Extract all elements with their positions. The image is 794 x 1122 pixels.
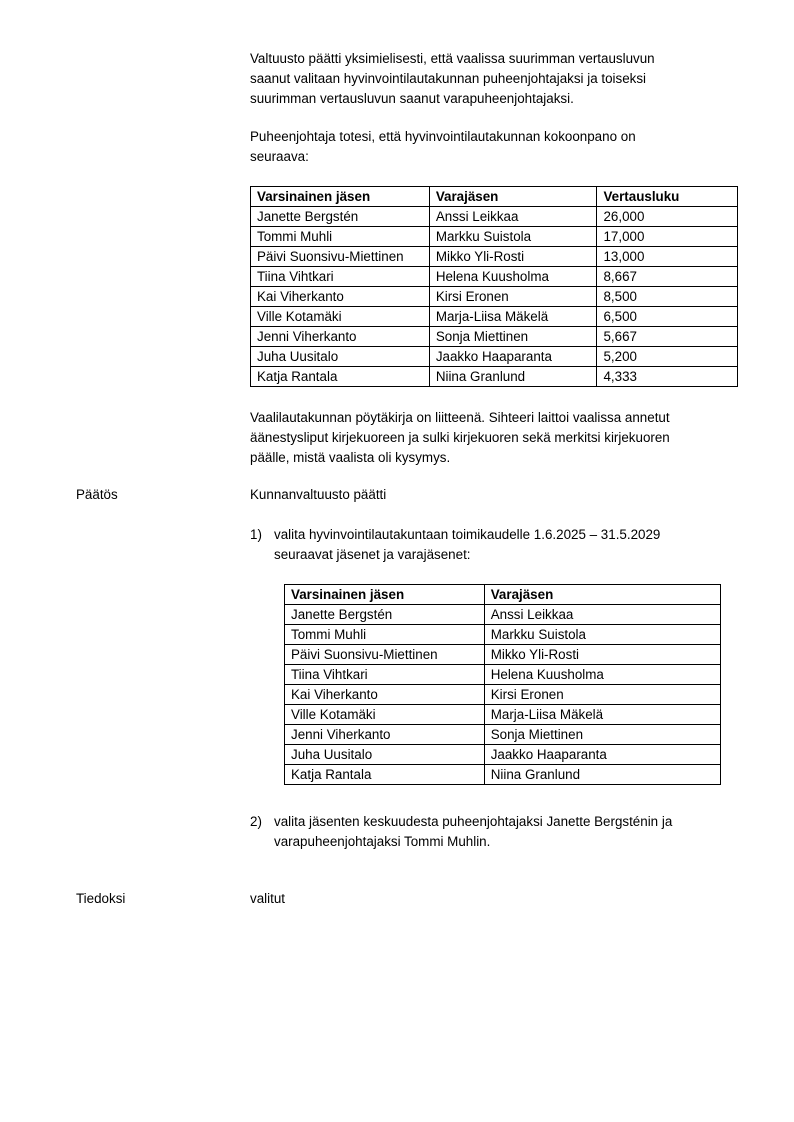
member-cell: Jenni Viherkanto [251,327,430,347]
decision-item-line: valita jäsenten keskuudesta puheenjohtajaksi Janette Bergsténin ja [274,814,673,829]
table-row [251,307,738,327]
comparison-number-cell: 8,500 [597,287,738,307]
comparison-number-cell: 13,000 [597,247,738,267]
deputy-cell: Marja-Liisa Mäkelä [429,307,597,327]
column-header-member: Varsinainen jäsen [285,585,485,605]
minutes-line: päälle, mistä vaalista oli kysymys. [250,450,451,465]
table-row [251,207,738,227]
column-header-deputy: Varajäsen [429,187,597,207]
table-row [285,645,721,665]
decision-item-number: 2) [250,814,262,829]
table-row [285,745,721,765]
committee-composition-table [250,186,738,387]
member-cell: Kai Viherkanto [251,287,430,307]
column-header-deputy: Varajäsen [484,585,720,605]
intro-line: suurimman vertausluvun saanut varapuheenjohtajaksi. [250,91,574,106]
column-header-comparison-number: Vertausluku [597,187,738,207]
member-cell: Tommi Muhli [251,227,430,247]
member-cell: Kai Viherkanto [285,685,485,705]
deputy-cell: Sonja Miettinen [484,725,720,745]
member-cell: Päivi Suonsivu-Miettinen [251,247,430,267]
member-cell: Tommi Muhli [285,625,485,645]
notice-text: valitut [250,891,285,906]
member-cell: Janette Bergstén [285,605,485,625]
table-row [285,625,721,645]
table-row [251,367,738,387]
member-cell: Juha Uusitalo [251,347,430,367]
member-cell: Päivi Suonsivu-Miettinen [285,645,485,665]
table-row [251,327,738,347]
table-row [285,685,721,705]
deputy-cell: Jaakko Haaparanta [429,347,597,367]
composition-line: seuraava: [250,149,309,164]
intro-line: saanut valitaan hyvinvointilautakunnan puheenjohtajaksi ja toiseksi [250,71,647,86]
minutes-line: äänestysliput kirjekuoreen ja sulki kirjekuoren sekä merkitsi kirjekuoren [250,430,670,445]
member-cell: Janette Bergstén [251,207,430,227]
comparison-number-cell: 6,500 [597,307,738,327]
intro-line: Valtuusto päätti yksimielisesti, että vaalissa suurimman vertausluvun [250,51,655,66]
table-row [285,765,721,785]
decision-item-number: 1) [250,527,262,542]
column-header-member: Varsinainen jäsen [251,187,430,207]
composition-paragraph [250,127,720,167]
member-cell: Jenni Viherkanto [285,725,485,745]
table-row [285,705,721,725]
table-row [251,267,738,287]
member-cell: Tiina Vihtkari [285,665,485,685]
member-cell: Katja Rantala [285,765,485,785]
member-cell: Ville Kotamäki [285,705,485,725]
decision-text: Kunnanvaltuusto päätti [250,487,387,502]
member-cell: Tiina Vihtkari [251,267,430,287]
member-cell: Katja Rantala [251,367,430,387]
deputy-cell: Niina Granlund [429,367,597,387]
table-row [285,665,721,685]
deputy-cell: Anssi Leikkaa [484,605,720,625]
notice-label: Tiedoksi [76,891,126,906]
deputy-cell: Jaakko Haaparanta [484,745,720,765]
intro-paragraph [250,49,720,109]
table-row [251,347,738,367]
deputy-cell: Kirsi Eronen [484,685,720,705]
comparison-number-cell: 5,200 [597,347,738,367]
comparison-number-cell: 5,667 [597,327,738,347]
table-header-row [285,585,721,605]
deputy-cell: Markku Suistola [484,625,720,645]
table-row [251,287,738,307]
decision-item-line: varapuheenjohtajaksi Tommi Muhlin. [274,834,491,849]
deputy-cell: Mikko Yli-Rosti [429,247,597,267]
member-cell: Ville Kotamäki [251,307,430,327]
deputy-cell: Markku Suistola [429,227,597,247]
table-row [251,227,738,247]
composition-line: Puheenjohtaja totesi, että hyvinvointilautakunnan kokoonpano on [250,129,636,144]
comparison-number-cell: 4,333 [597,367,738,387]
table-row [285,725,721,745]
deputy-cell: Sonja Miettinen [429,327,597,347]
decision-label: Päätös [76,487,118,502]
minutes-line: Vaalilautakunnan pöytäkirja on liitteenä. Sihteeri laittoi vaalissa annetut [250,410,670,425]
table-row [285,605,721,625]
deputy-cell: Helena Kuusholma [484,665,720,685]
elected-members-table [284,584,721,785]
deputy-cell: Helena Kuusholma [429,267,597,287]
table-header-row [251,187,738,207]
decision-item-2 [274,812,724,852]
minutes-paragraph [250,408,720,468]
table-row [251,247,738,267]
deputy-cell: Marja-Liisa Mäkelä [484,705,720,725]
member-cell: Juha Uusitalo [285,745,485,765]
comparison-number-cell: 8,667 [597,267,738,287]
deputy-cell: Niina Granlund [484,765,720,785]
comparison-number-cell: 26,000 [597,207,738,227]
deputy-cell: Mikko Yli-Rosti [484,645,720,665]
decision-item-line: valita hyvinvointilautakuntaan toimikaudelle 1.6.2025 – 31.5.2029 [274,527,661,542]
decision-item-1 [274,525,724,565]
comparison-number-cell: 17,000 [597,227,738,247]
decision-item-line: seuraavat jäsenet ja varajäsenet: [274,547,471,562]
deputy-cell: Anssi Leikkaa [429,207,597,227]
deputy-cell: Kirsi Eronen [429,287,597,307]
